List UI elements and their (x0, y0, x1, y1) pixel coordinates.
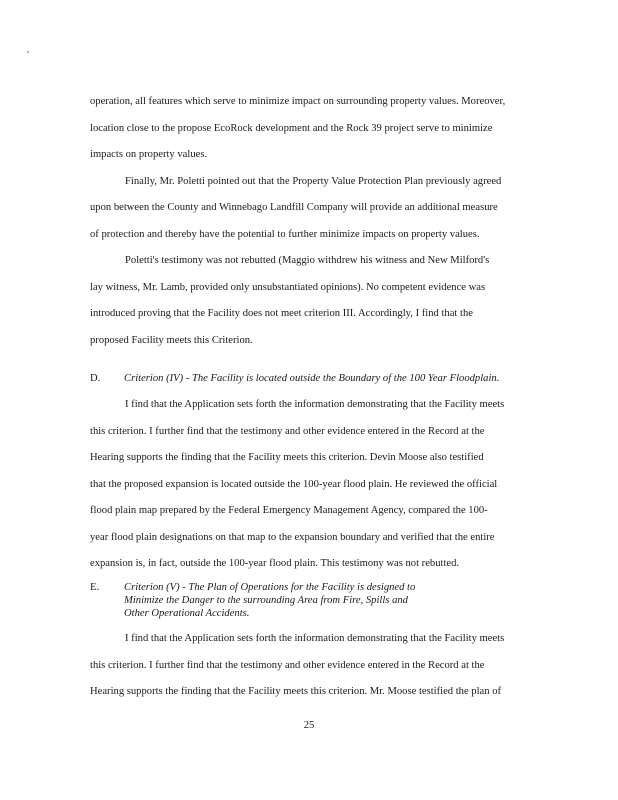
body-line: impacts on property values. (90, 149, 208, 160)
body-line: Hearing supports the finding that the Facility meets this criterion. Devin Moose also testified (90, 452, 484, 463)
body-line: that the proposed expansion is located outside the 100-year flood plain. He reviewed the official (90, 479, 498, 490)
body-line: introduced proving that the Facility does not meet criterion III. Accordingly, I find that the (90, 308, 473, 319)
body-line: flood plain map prepared by the Federal Emergency Management Agency, compared the 100- (90, 505, 488, 516)
body-line: location close to the propose EcoRock development and the Rock 39 project serve to minimize (90, 123, 493, 134)
body-line: this criterion. I further find that the testimony and other evidence entered in the Record at the (90, 426, 485, 437)
body-line: Poletti's testimony was not rebutted (Maggio withdrew his witness and New Milford's (125, 255, 490, 266)
section-d-letter: D. (90, 373, 101, 384)
page-number: 25 (303, 720, 315, 731)
body-line: year flood plain designations on that map to the expansion boundary and verified that the entire (90, 532, 495, 543)
body-line: of protection and thereby have the potential to further minimize impacts on property values. (90, 229, 480, 240)
body-line: I find that the Application sets forth the information demonstrating that the Facility meets (125, 399, 505, 410)
body-line: this criterion. I further find that the testimony and other evidence entered in the Record at the (90, 660, 485, 671)
scan-speck (27, 51, 29, 53)
section-d-heading: Criterion (IV) - The Facility is located outside the Boundary of the 100 Year Floodplain. (124, 373, 500, 384)
body-line: Hearing supports the finding that the Facility meets this criterion. Mr. Moose testified the plan of (90, 686, 502, 697)
body-line: expansion is, in fact, outside the 100-year flood plain. This testimony was not rebutted. (90, 558, 460, 569)
section-e-heading-line: Criterion (V) - The Plan of Operations for the Facility is designed to (124, 582, 416, 593)
section-e-heading-line: Minimize the Danger to the surrounding Area from Fire, Spills and (124, 595, 408, 606)
body-line: lay witness, Mr. Lamb, provided only unsubstantiated opinions). No competent evidence was (90, 282, 486, 293)
section-e-letter: E. (90, 582, 100, 593)
body-line: proposed Facility meets this Criterion. (90, 335, 253, 346)
section-e-heading-line: Other Operational Accidents. (124, 608, 250, 619)
body-line: I find that the Application sets forth the information demonstrating that the Facility meets (125, 633, 505, 644)
body-line: Finally, Mr. Poletti pointed out that the Property Value Protection Plan previously agreed (125, 176, 502, 187)
body-line: upon between the County and Winnebago Landfill Company will provide an additional measure (90, 202, 498, 213)
body-line: operation, all features which serve to minimize impact on surrounding property values. Moreover, (90, 96, 506, 107)
